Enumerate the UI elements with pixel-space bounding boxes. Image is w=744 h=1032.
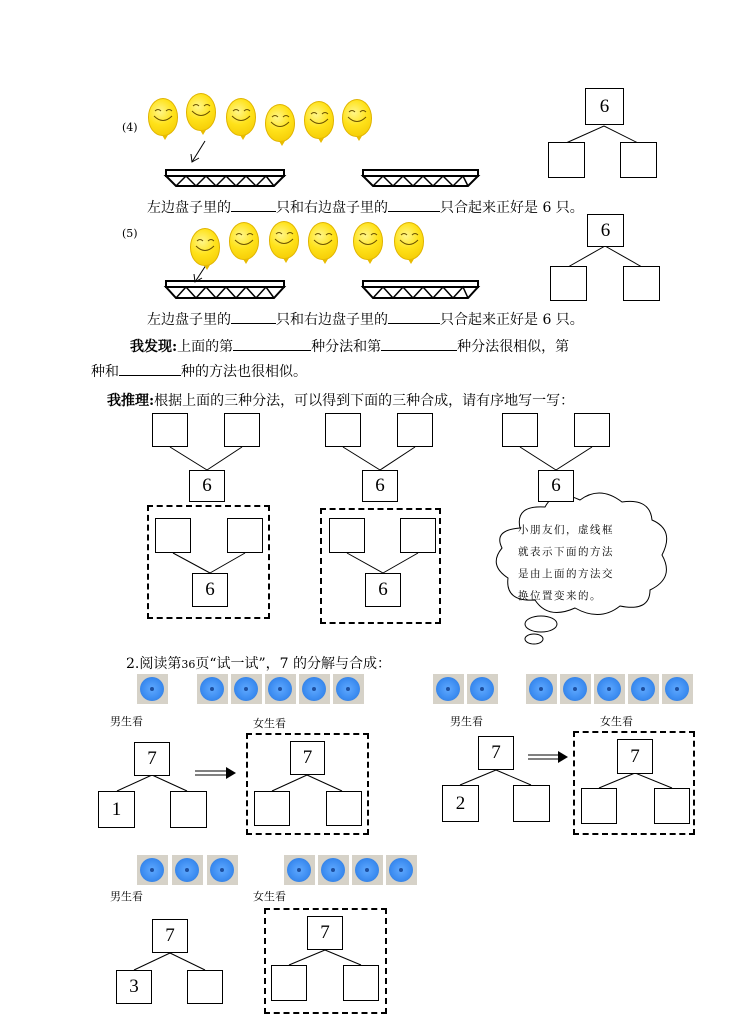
- flower-icon: [284, 855, 315, 885]
- merge-result-box: 6: [538, 470, 574, 502]
- flower-icon: [386, 855, 417, 885]
- label-girls: 女生看: [600, 715, 633, 728]
- smiley-balloon-icon: [394, 222, 424, 260]
- merge-result-box: 6: [362, 470, 398, 502]
- flower-icon: [137, 855, 168, 885]
- blank[interactable]: [119, 363, 181, 376]
- merge-result-box: 6: [365, 573, 401, 607]
- answer-box[interactable]: [326, 791, 362, 826]
- problem-5-sentence: 左边盘子里的 只和右边盘子里的 只合起来正好是 6 只。: [147, 312, 584, 328]
- tree-top-box: 7: [307, 916, 343, 950]
- merge-input-box[interactable]: [227, 518, 263, 553]
- merge-input-box[interactable]: [329, 518, 365, 553]
- flower-icon: [628, 674, 659, 704]
- label-boys: 男生看: [110, 890, 143, 903]
- flower-icon: [352, 855, 383, 885]
- merge-input-box[interactable]: [397, 413, 433, 447]
- smiley-balloon-icon: [353, 222, 383, 260]
- answer-box-left[interactable]: [548, 142, 585, 178]
- flower-icon: [560, 674, 591, 704]
- blank[interactable]: [231, 199, 276, 212]
- flower-icon: [299, 674, 330, 704]
- label-boys: 男生看: [110, 715, 143, 728]
- flower-icon: [197, 674, 228, 704]
- merge-input-box[interactable]: [155, 518, 191, 553]
- smiley-balloon-icon: [308, 222, 338, 260]
- tree-left-box: 1: [98, 791, 135, 828]
- tree-top-box: 7: [134, 742, 170, 776]
- answer-box[interactable]: [271, 965, 307, 1001]
- blank[interactable]: [388, 199, 440, 212]
- label-boys: 男生看: [450, 715, 483, 728]
- answer-box[interactable]: [254, 791, 290, 826]
- blank[interactable]: [381, 338, 457, 351]
- problem-5-label: (5): [122, 227, 138, 240]
- answer-box[interactable]: [654, 788, 690, 824]
- tree-top-box: 7: [617, 739, 653, 774]
- flower-icon: [172, 855, 203, 885]
- flower-icon: [265, 674, 296, 704]
- flower-icon: [333, 674, 364, 704]
- answer-box-right[interactable]: [623, 266, 660, 301]
- merge-input-box[interactable]: [152, 413, 188, 447]
- tree-top-box: 7: [290, 741, 325, 775]
- tree-top-box: 7: [478, 736, 514, 770]
- merge-input-box[interactable]: [400, 518, 436, 553]
- problem-4-sentence: 左边盘子里的 只和右边盘子里的 只合起来正好是 6 只。: [147, 200, 584, 216]
- cloud-hint: 小朋友们，虚线框 就表示下面的方法 是由上面的方法交 换位置变来的。: [518, 524, 614, 602]
- flower-icon: [231, 674, 262, 704]
- tree-left-box: 2: [442, 785, 479, 822]
- problem-4-label: (4): [122, 121, 138, 134]
- answer-box[interactable]: [187, 970, 223, 1004]
- answer-box[interactable]: [581, 788, 617, 824]
- discover-line-1: 我发现:上面的第 种分法和第 种分法很相似，第: [130, 339, 570, 355]
- merge-result-box: 6: [192, 573, 228, 607]
- merge-input-box[interactable]: [325, 413, 361, 447]
- tree-left-box: 3: [116, 970, 152, 1004]
- flower-icon: [467, 674, 498, 704]
- merge-input-box[interactable]: [224, 413, 260, 447]
- merge-result-box: 6: [189, 470, 225, 502]
- flower-icon: [594, 674, 625, 704]
- answer-box[interactable]: [513, 785, 550, 822]
- flower-icon: [662, 674, 693, 704]
- label-girls: 女生看: [253, 890, 286, 903]
- discover-line-2: 种和 种的方法也很相似。: [91, 364, 307, 380]
- tree-top-box: 6: [585, 88, 624, 125]
- flower-icon: [526, 674, 557, 704]
- blank[interactable]: [231, 311, 276, 324]
- flower-icon: [137, 674, 168, 704]
- tree-top-box: 6: [587, 214, 624, 247]
- answer-box-left[interactable]: [550, 266, 587, 301]
- smiley-balloon-icon: [190, 228, 220, 266]
- label-girls: 女生看: [253, 717, 286, 730]
- merge-input-box[interactable]: [502, 413, 538, 447]
- merge-input-box[interactable]: [574, 413, 610, 447]
- smiley-balloon-icon: [229, 222, 259, 260]
- answer-box[interactable]: [170, 791, 207, 828]
- blank[interactable]: [233, 338, 311, 351]
- smiley-balloon-icon: [269, 221, 299, 259]
- flower-icon: [318, 855, 349, 885]
- answer-box-right[interactable]: [620, 142, 657, 178]
- tree-top-box: 7: [152, 919, 188, 953]
- reason-line: 我推理:根据上面的三种分法，可以得到下面的三种合成，请有序地写一写：: [107, 393, 575, 409]
- section-2-heading: 2.阅读第36页“试一试”，7 的分解与合成：: [126, 656, 392, 672]
- flower-icon: [207, 855, 238, 885]
- answer-box[interactable]: [343, 965, 379, 1001]
- flower-icon: [433, 674, 464, 704]
- blank[interactable]: [388, 311, 440, 324]
